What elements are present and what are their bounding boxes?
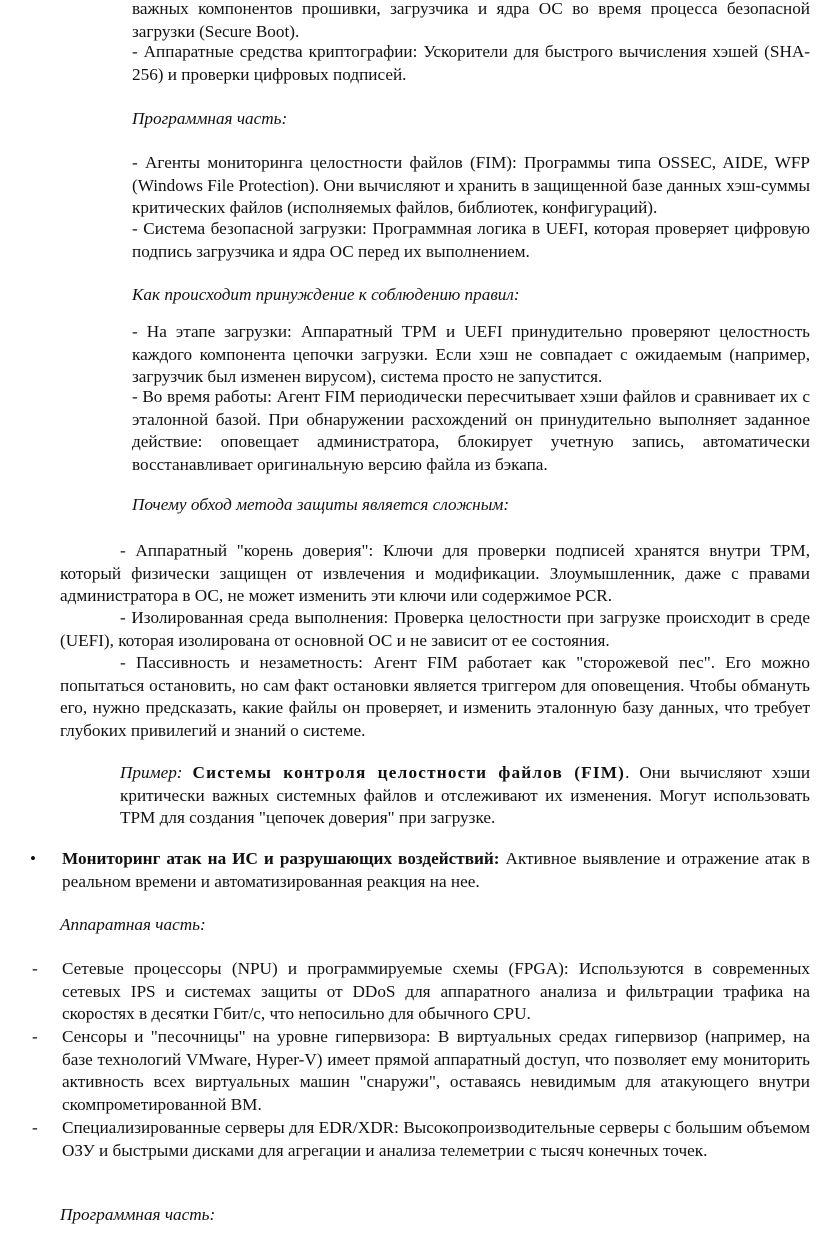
example-bold: Системы контроля целостности файлов (FIM) <box>192 763 626 782</box>
list-item: Сенсоры и "песочницы" на уровне гипервизора: В виртуальных средах гипервизор (например, на базе технологий VMware, Hyper-V) имеет прямой аппаратный доступ, что позволяет ему мониторить активность всех виртуальных машин "снаружи", оставаясь невидимым для атакующего внутри скомпрометированной ВМ. <box>62 1027 810 1114</box>
list-item: Сетевые процессоры (NPU) и программируемые схемы (FPGA): Используются в современных сетевых IPS и системах защиты от DDoS для аппаратного анализа и фильтрации трафика на скоростях в десятки Гбит/с, что непосильно для обычного CPU. <box>62 959 810 1023</box>
example-text: . Они вычисляют хэши критически важных системных файлов и отслеживают их изменения. Могут использовать TPM для создания "цепочек доверия" при загрузке. <box>120 763 811 827</box>
paragraph-crypto-hw: - Аппаратные средства криптографии: Ускорители для быстрого вычисления хэшей (SHA-256) и проверки цифровых подписей. <box>132 42 810 84</box>
dash-marker: - <box>32 1027 38 1046</box>
heading-hardware-part: Аппаратная часть: <box>60 915 206 934</box>
paragraph-boot-stage: - На этапе загрузки: Аппаратный TPM и UEFI принудительно проверяют целостность каждого компонента цепочки загрузки. Если хэш не совпадает с ожидаемым (например, загрузчик был изменен вирусом), система просто не запустится. <box>132 322 810 386</box>
bullet-bold: Мониторинг атак на ИС и разрушающих воздействий: <box>62 849 500 868</box>
example-label: Пример: <box>120 763 183 782</box>
dash-marker: - <box>32 959 38 978</box>
paragraph-secure-boot-system: - Система безопасной загрузки: Программная логика в UEFI, которая проверяет цифровую подпись загрузчика и ядра ОС перед их выполнением. <box>132 219 810 261</box>
dash-marker: - <box>32 1118 38 1137</box>
paragraph-isolated-env: - Изолированная среда выполнения: Проверка целостности при загрузке происходит в среде (UEFI), которая изолирована от основной ОС и не зависит от ее состояния. <box>60 608 810 650</box>
bullet-text: Активное выявление и отражение атак в реальном времени и автоматизированная реакция на нее. <box>62 849 810 891</box>
paragraph-passivity: - Пассивность и незаметность: Агент FIM работает как "сторожевой пес". Его можно попытаться остановить, но сам факт остановки является триггером для оповещения. Чтобы обмануть его, нужно предсказать, какие файлы он проверяет, и изменить эталонную базу данных, что требует глубоких привилегий и знаний о системе. <box>60 653 810 740</box>
heading-bypass-difficulty: Почему обход метода защиты является сложным: <box>132 495 510 514</box>
list-item: Специализированные серверы для EDR/XDR: Высокопроизводительные серверы с большим объемом ОЗУ и быстрыми дисками для агрегации и анализа телеметрии с тысяч конечных точек. <box>62 1118 810 1160</box>
paragraph-secure-boot: важных компонентов прошивки, загрузчика и ядра ОС во время процесса безопасной загрузки (Secure Boot). <box>132 0 810 41</box>
bullet-monitoring-attacks <box>62 848 810 893</box>
heading-software-part: Программная часть: <box>132 109 288 128</box>
paragraph-root-of-trust: - Аппаратный "корень доверия": Ключи для проверки подписей хранятся внутри TPM, который физически защищен от извлечения и модификации. Злоумышленник, даже с правами администратора в ОС, не может изменить эти ключи или содержимое PCR. <box>60 541 810 605</box>
heading-software-part-2: Программная часть: <box>60 1205 216 1224</box>
bullet-dot: • <box>30 849 36 868</box>
heading-enforcement: Как происходит принуждение к соблюдению правил: <box>132 285 520 304</box>
paragraph-runtime: - Во время работы: Агент FIM периодически пересчитывает хэши файлов и сравнивает их с эталонной базой. При обнаружении расхождений он принудительно выполняет заданное действие: оповещает администратора, блокирует учетную запись, автоматически восстанавливает оригинальную версию файла из бэкапа. <box>132 387 810 474</box>
example-paragraph <box>120 762 810 830</box>
paragraph-fim-agents: - Агенты мониторинга целостности файлов (FIM): Программы типа OSSEC, AIDE, WFP (Windows File Protection). Они вычисляют и хранить в защищенной базе данных хэш-суммы критических файлов (исполняемых файлов, библиотек, конфигураций). <box>132 153 810 217</box>
